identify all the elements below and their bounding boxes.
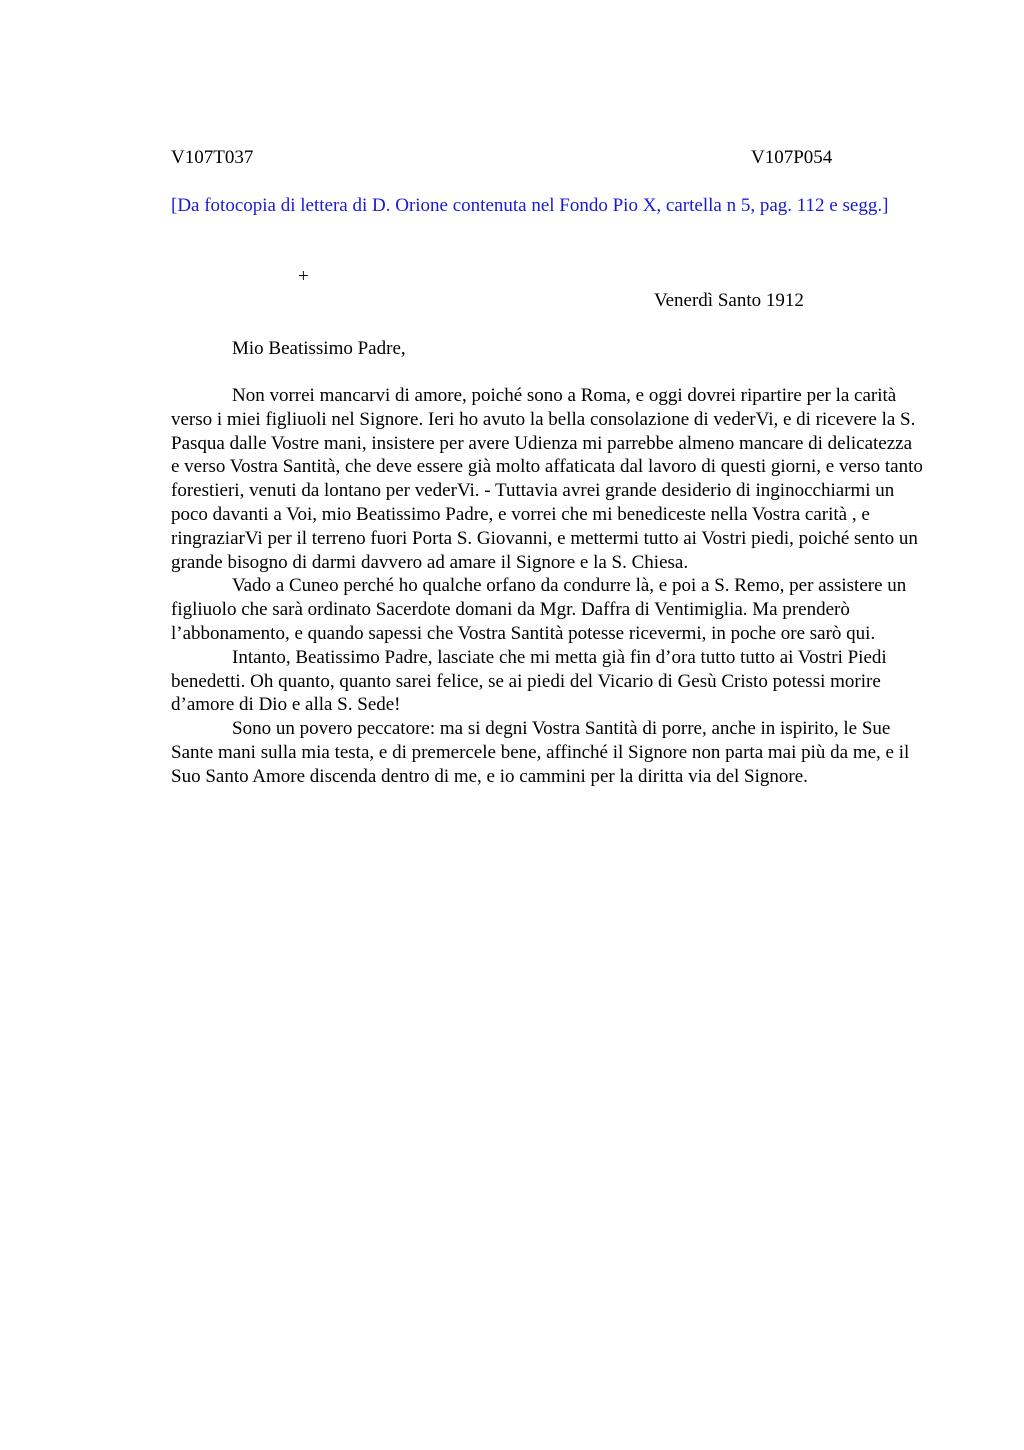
document-code-right: V107P054	[751, 147, 833, 168]
letter-body	[171, 384, 923, 789]
letter-paragraph-3: Intanto, Beatissimo Padre, lasciate che mi metta già fin d’ora tutto tutto ai Vostri Piedi benedetti. Oh quanto, quanto sarei felice, se ai piedi del Vicario di Gesù Cristo potessi morire d’amore di Dio e alla S. Sede!	[171, 646, 887, 716]
letter-paragraph-4: Sono un povero peccatore: ma si degni Vostra Santità di porre, anche in ispirito, le Sue Sante mani sulla mia testa, e di premercele bene, affinché il Signore non parta mai più da me, e il Suo Santo Amore discenda dentro di me, e io cammini per la diritta via del Signore.	[171, 718, 910, 787]
letter-paragraph-1: Non vorrei mancarvi di amore, poiché sono a Roma, e oggi dovrei ripartire per la carità verso i miei figliuoli nel Signore. Ieri ho avuto la bella consolazione di vederVi, e di ricevere la S. Pasqua dalle Vostre mani, insistere per avere Udienza mi parrebbe almeno mancare di delicatezza e verso Vostra Santità, che deve essere già molto affaticata dal lavoro di questi giorni, e verso tanto forestieri, venuti da lontano per vederVi. - Tuttavia avrei grande desiderio di inginocchiarmi un poco davanti a Voi, mio Beatissimo Padre, e vorrei che mi benediceste nella Vostra carità , e ringraziarVi per il terreno fuori Porta S. Giovanni, e mettermi tutto ai Vostri piedi, poiché sento un grande bisogno di darmi davvero ad amare il Signore e la S. Chiesa.	[171, 385, 923, 573]
letter-date: Venerdì Santo 1912	[654, 290, 804, 311]
document-code-left: V107T037	[171, 147, 254, 168]
source-note: [Da fotocopia di lettera di D. Orione contenuta nel Fondo Pio X, cartella n 5, pag. 112 e segg.]	[171, 195, 889, 216]
letter-paragraph-2: Vado a Cuneo perché ho qualche orfano da condurre là, e poi a S. Remo, per assistere un figliuolo che sarà ordinato Sacerdote domani da Mgr. Daffra di Ventimiglia. Ma prenderò l’abbonamento, e quando sapessi che Vostra Santità potesse ricevermi, in poche ore sarò qui.	[171, 575, 907, 644]
cross-symbol: +	[298, 266, 309, 287]
letter-salutation: Mio Beatissimo Padre,	[232, 338, 406, 359]
